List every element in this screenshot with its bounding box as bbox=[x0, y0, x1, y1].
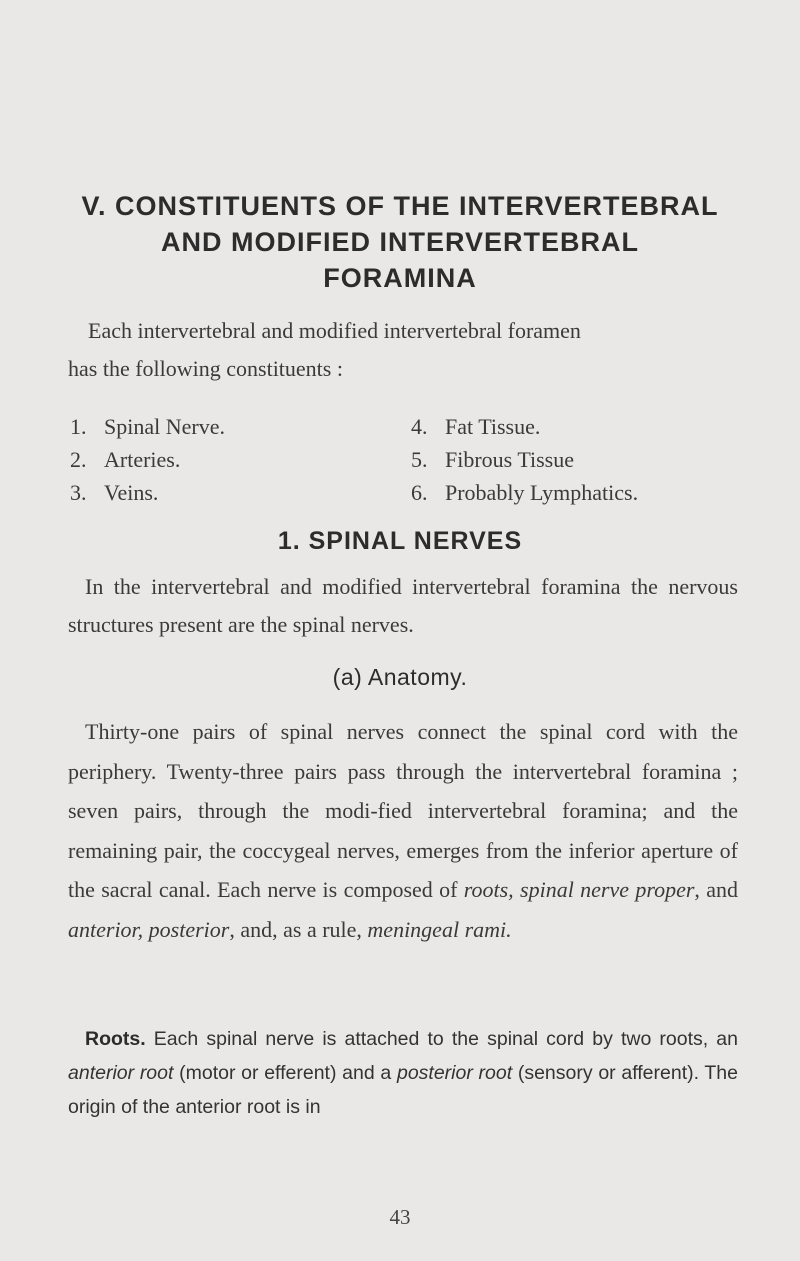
roots-text-3: (sensory or afferent). The origin of the anterior root is in bbox=[68, 1062, 738, 1118]
section-intro-paragraph: In the intervertebral and modified intervertebral foramina the nervous structures present are the spinal nerves. bbox=[68, 574, 738, 637]
chapter-title-line-1: V. CONSTITUENTS OF THE INTERVERTEBRAL bbox=[81, 191, 719, 221]
page-number: 43 bbox=[389, 1205, 411, 1229]
list-item bbox=[70, 447, 180, 473]
anatomy-text-3: , and, as a rule, bbox=[229, 916, 368, 942]
roots-paragraph bbox=[68, 1022, 738, 1124]
anatomy-text-1: Thirty-one pairs of spinal nerves connect the spinal cord with the periphery. Twenty-three pairs pass through the intervertebral foramina ; seven pairs, through the modi-fied intervertebral foramina; and the remaining pair, the coccygeal nerves, emerges from the inferior aperture of the sacral canal. Each nerve is composed of bbox=[68, 719, 738, 902]
anatomy-emphasis-1: roots, spinal nerve proper bbox=[463, 877, 695, 902]
chapter-title-line-3: FORAMINA bbox=[323, 263, 477, 293]
list-item-number: 4. bbox=[411, 414, 428, 439]
list-item-number: 2. bbox=[70, 447, 87, 472]
roots-emphasis-1: anterior root bbox=[68, 1062, 174, 1084]
list-item bbox=[411, 480, 638, 506]
anatomy-emphasis-3: meningeal rami. bbox=[367, 916, 512, 942]
list-item-number: 1. bbox=[70, 414, 87, 439]
list-item bbox=[70, 414, 225, 440]
list-item-label: Spinal Nerve. bbox=[104, 414, 225, 439]
anatomy-emphasis-2: anterior, posterior bbox=[68, 916, 230, 942]
list-item bbox=[70, 480, 158, 506]
list-item bbox=[411, 414, 540, 440]
roots-text-1: Each spinal nerve is attached to the spinal cord by two roots, an bbox=[145, 1028, 738, 1050]
section-heading: 1. SPINAL NERVES bbox=[277, 527, 523, 555]
intro-line-1: Each intervertebral and modified intervertebral foramen bbox=[88, 318, 581, 343]
anatomy-paragraph bbox=[68, 712, 738, 949]
subsection-heading: (a) Anatomy. bbox=[332, 664, 468, 690]
list-item-label: Arteries. bbox=[104, 447, 181, 472]
list-item-number: 6. bbox=[411, 480, 428, 505]
list-item-number: 5. bbox=[411, 447, 428, 472]
list-item-label: Veins. bbox=[104, 480, 159, 505]
chapter-title-line-2: AND MODIFIED INTERVERTEBRAL bbox=[160, 227, 639, 257]
list-item bbox=[411, 447, 574, 473]
roots-text-2: (motor or efferent) and a bbox=[173, 1062, 397, 1084]
list-item-label: Probably Lymphatics. bbox=[445, 480, 639, 505]
intro-line-2: has the following constituents : bbox=[68, 356, 343, 381]
list-item-number: 3. bbox=[70, 480, 87, 505]
anatomy-text-2: , and bbox=[694, 877, 739, 902]
roots-emphasis-2: posterior root bbox=[396, 1062, 513, 1084]
list-item-label: Fibrous Tissue bbox=[445, 447, 575, 472]
roots-run-in-heading: Roots. bbox=[85, 1028, 146, 1050]
list-item-label: Fat Tissue. bbox=[445, 414, 541, 439]
